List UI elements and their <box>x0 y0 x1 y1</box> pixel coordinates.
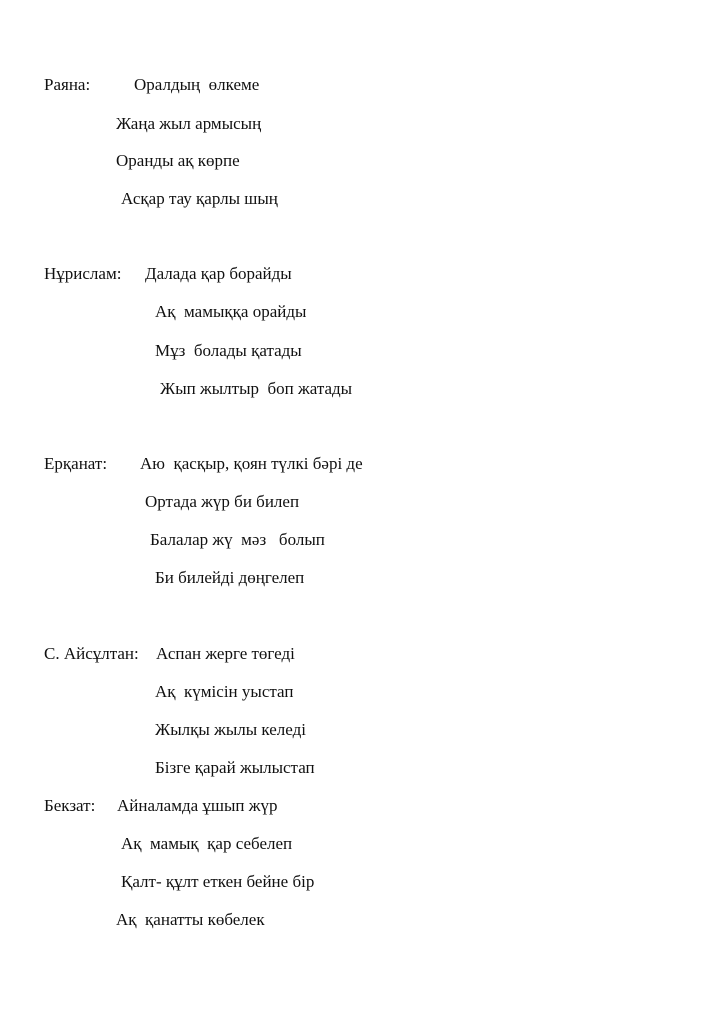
poem-line: Аю қасқыр, қоян түлкі бәрі де <box>140 454 363 473</box>
poem-line: Мұз болады қатады <box>155 341 302 360</box>
poem-line: Би билейді дөңгелеп <box>155 568 305 587</box>
poem-line: Асқар тау қарлы шың <box>121 189 278 208</box>
poem-line: Қалт- құлт еткен бейне бір <box>121 872 315 891</box>
poem-line: Айналамда ұшып жүр <box>117 796 278 815</box>
poem-line: Далада қар борайды <box>145 264 292 283</box>
poem-line: Оранды ақ көрпе <box>116 151 240 170</box>
poem-line: Оралдың өлкеме <box>134 75 260 94</box>
speaker-label: Нұрислам: <box>44 264 122 283</box>
poem-line: Ақ қанатты көбелек <box>116 910 265 929</box>
poem-line: Ақ күмісін уыстап <box>155 682 294 701</box>
speaker-label: Раяна: <box>44 75 91 94</box>
poem-line: Балалар жү мәз болып <box>150 530 325 549</box>
speaker-label: Бекзат: <box>44 796 96 815</box>
speaker-label: С. Айсұлтан: <box>44 644 139 663</box>
poem-line: Аспан жерге төгеді <box>156 644 295 663</box>
poem-line: Жып жылтыр боп жатады <box>160 379 353 398</box>
poem-line: Ортада жүр би билеп <box>145 492 300 511</box>
poem-line: Ақ мамыққа орайды <box>155 302 307 321</box>
poem-line: Бізге қарай жылыстап <box>155 758 315 777</box>
speaker-label: Ерқанат: <box>44 454 108 473</box>
poem-line: Жылқы жылы келеді <box>155 720 306 739</box>
poem-line: Жаңа жыл армысың <box>116 114 262 133</box>
poem-line: Ақ мамық қар себелеп <box>121 834 293 853</box>
